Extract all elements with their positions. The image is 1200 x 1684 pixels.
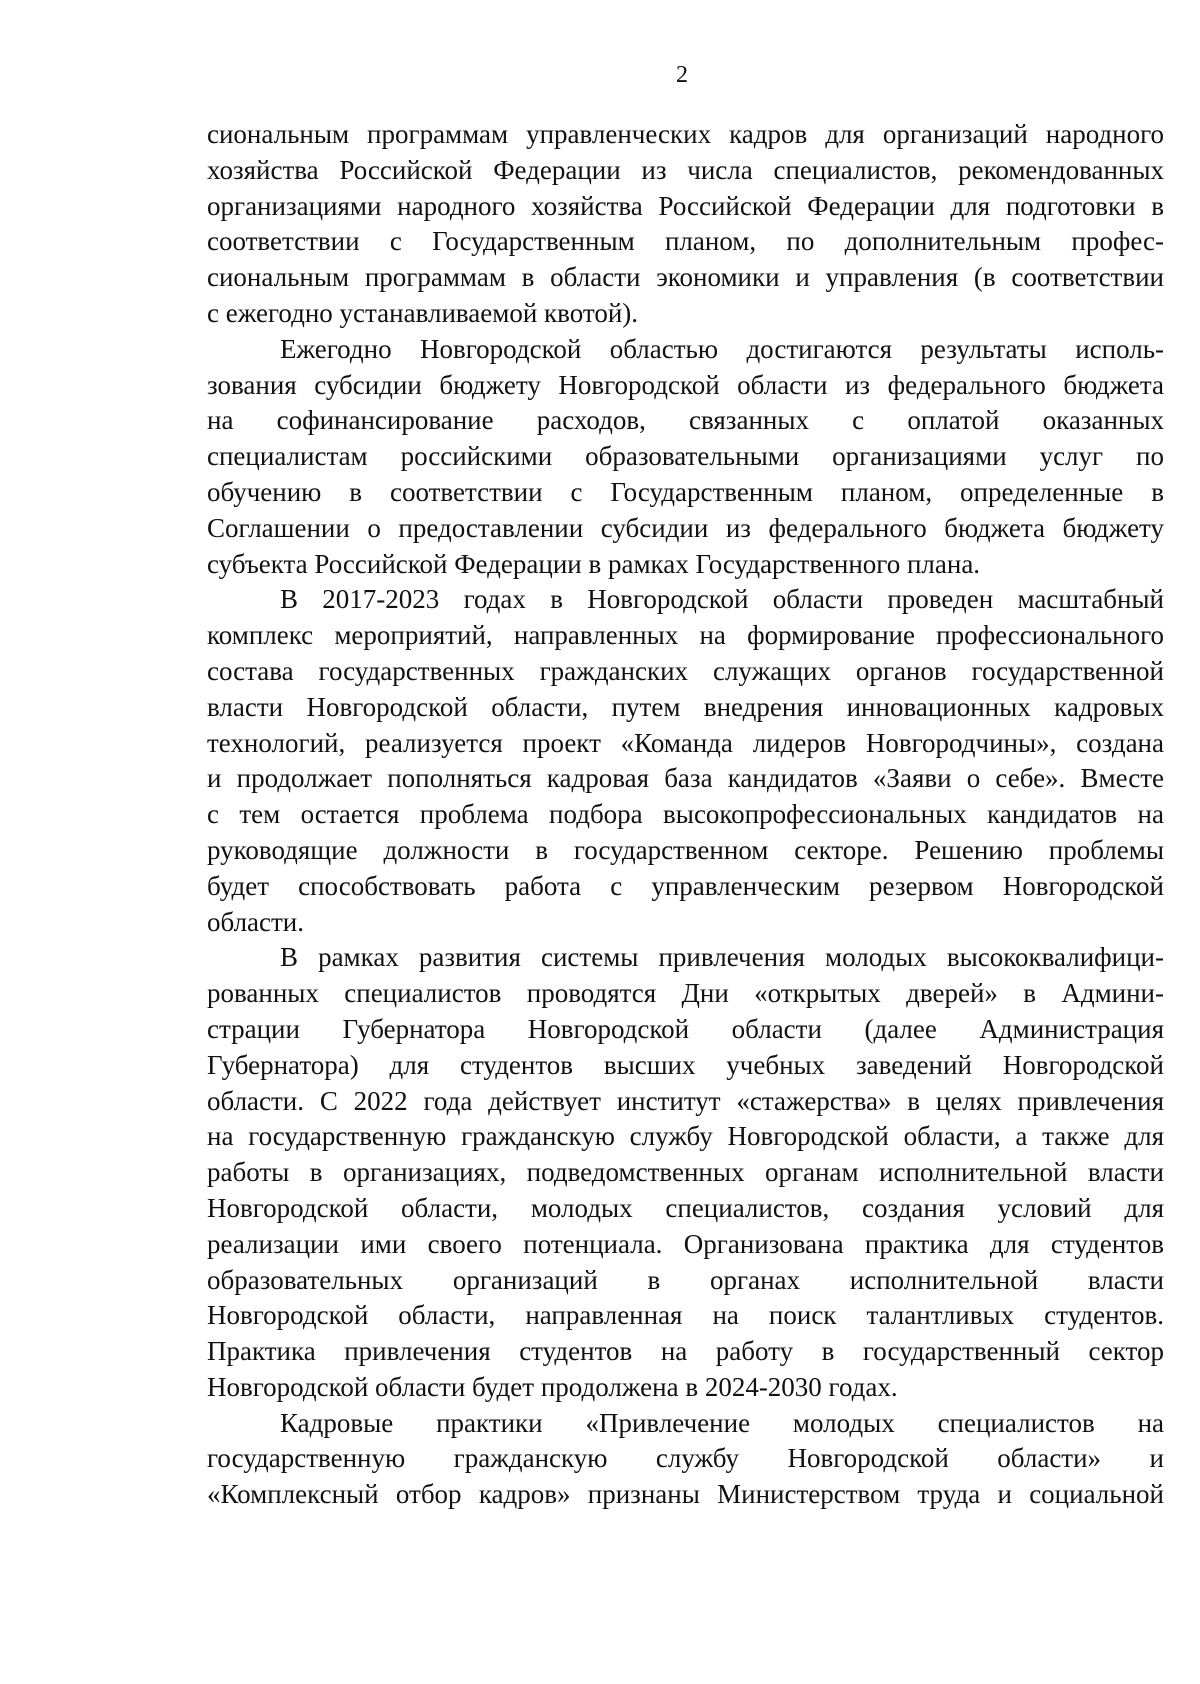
text-line: рованных специалистов проводятся Дни «открытых дверей» в Админи- — [207, 978, 1164, 1009]
paragraph — [207, 1406, 1164, 1513]
text-line: области. С 2022 года действует институт «стажерства» в целях привлечения — [207, 1085, 1164, 1116]
text-line: работы в организациях, подведомственных органам исполнительной власти — [207, 1157, 1164, 1188]
text-line: технологий, реализуется проект «Команда лидеров Новгородчины», создана — [207, 727, 1164, 758]
text-line: руководящие должности в государственном секторе. Решению проблемы — [207, 834, 1164, 865]
text-line: Соглашении о предоставлении субсидии из федерального бюджета бюджету — [207, 512, 1164, 543]
text-line: В 2017-2023 годах в Новгородской области проведен масштабный — [280, 584, 1164, 615]
text-line: на софинансирование расходов, связанных с оплатой оказанных — [207, 405, 1164, 436]
text-line: Практика привлечения студентов на работу в государственный сектор — [207, 1336, 1164, 1367]
text-line: Ежегодно Новгородской областью достигаются результаты исполь- — [280, 333, 1164, 364]
text-line: страции Губернатора Новгородской области (далее Администрация — [207, 1013, 1164, 1044]
text-line: реализации ими своего потенциала. Организована практика для студентов — [207, 1228, 1164, 1259]
text-line: с тем остается проблема подбора высокопрофессиональных кандидатов на — [207, 799, 1164, 830]
body-text — [207, 117, 1164, 1513]
text-line: государственную гражданскую службу Новгородской области» и — [207, 1443, 1164, 1474]
text-line: Новгородской области, направленная на поиск талантливых студентов. — [207, 1300, 1164, 1331]
text-line: на государственную гражданскую службу Новгородской области, а также для — [207, 1121, 1164, 1152]
text-line: власти Новгородской области, путем внедрения инновационных кадровых — [207, 691, 1164, 722]
text-line: обучению в соответствии с Государственным планом, определенные в — [207, 476, 1164, 507]
text-line: области. — [207, 906, 305, 937]
text-line: состава государственных гражданских служащих органов государственной — [207, 655, 1164, 686]
text-line: специалистам российскими образовательными организациями услуг по — [207, 441, 1164, 472]
text-line: комплекс мероприятий, направленных на формирование профессионального — [207, 620, 1164, 651]
paragraph — [207, 940, 1164, 1405]
text-line: сиональным программам в области экономики и управления (в соответствии — [207, 262, 1164, 293]
text-line: Губернатора) для студентов высших учебных заведений Новгородской — [207, 1049, 1164, 1080]
text-line: соответствии с Государственным планом, по дополнительным профес- — [207, 226, 1164, 257]
text-line: Новгородской области, молодых специалистов, создания условий для — [207, 1192, 1164, 1223]
text-line: с ежегодно устанавливаемой квотой). — [207, 297, 639, 328]
paragraph — [207, 582, 1164, 940]
text-line: зования субсидии бюджету Новгородской области из федерального бюджета — [207, 369, 1164, 400]
text-line: будет способствовать работа с управленческим резервом Новгородской — [207, 870, 1164, 901]
text-line: Кадровые практики «Привлечение молодых специалистов на — [280, 1407, 1164, 1438]
text-line: образовательных организаций в органах исполнительной власти — [207, 1264, 1164, 1295]
text-line: организациями народного хозяйства Российской Федерации для подготовки в — [207, 190, 1164, 221]
text-line: В рамках развития системы привлечения молодых высококвалифици- — [280, 942, 1164, 973]
paragraph — [207, 117, 1164, 332]
page-number: 2 — [676, 62, 688, 88]
text-line: хозяйства Российской Федерации из числа специалистов, рекомендованных — [207, 154, 1164, 185]
text-line: субъекта Российской Федерации в рамках Государственного плана. — [207, 548, 981, 579]
text-line: Новгородской области будет продолжена в 2024-2030 годах. — [207, 1371, 898, 1402]
text-line: «Комплексный отбор кадров» признаны Министерством труда и социальной — [207, 1479, 1164, 1510]
paragraph — [207, 332, 1164, 583]
text-line: сиональным программам управленческих кадров для организаций народного — [207, 119, 1164, 149]
text-line: и продолжает пополняться кадровая база кандидатов «Заяви о себе». Вместе — [207, 763, 1164, 794]
